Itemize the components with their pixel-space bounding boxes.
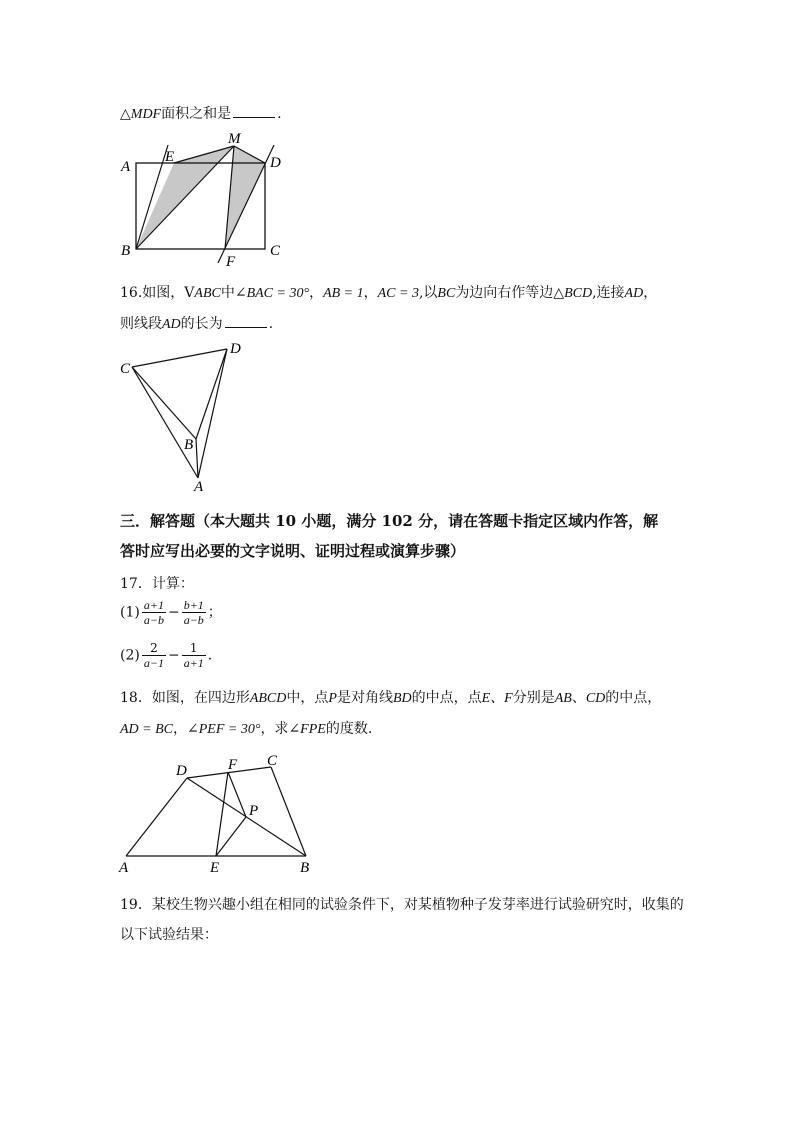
q15-end: . — [277, 106, 282, 122]
label-c: C — [120, 361, 131, 377]
section-3-heading-line1: 三．解答题（本大题共 10 小题，满分 102 分，请在答题卡指定区域内作答，解 — [120, 512, 659, 530]
answer-blank — [225, 315, 267, 328]
triangle-mdf: MDF — [130, 107, 162, 122]
q16-line1: 16.如图，VABC中∠BAC = 30°，AB = 1，AC = 3,以BC为边向右作等边△BCD,连接AD， — [120, 285, 658, 301]
line-cd — [132, 349, 227, 367]
shaded-triangle-mdf — [225, 146, 265, 249]
label-f: F — [226, 254, 236, 270]
q16-line2: 则线段AD的长为 . — [120, 316, 274, 332]
label-b: B — [184, 437, 194, 453]
label-d: D — [270, 155, 281, 171]
q19-line1: 19．某校生物兴趣小组在相同的试验条件下，对某植物种子发芽率进行试验研究时，收集的 — [120, 897, 684, 913]
label-b: B — [121, 243, 131, 259]
q18-line1: 18．如图，在四边形ABCD中，点P是对角线BD的中点，点E、F分别是AB、CD的中点， — [120, 690, 662, 706]
section-3-heading-line2: 答时应写出必要的文字说明、证明过程或演算步骤） — [120, 542, 466, 560]
label-c: C — [270, 243, 281, 259]
label-m: M — [228, 131, 241, 147]
label-f: F — [228, 757, 238, 773]
line-ca — [132, 367, 198, 478]
label-d: D — [176, 763, 187, 779]
label-p: P — [249, 803, 259, 819]
line-da — [198, 349, 227, 478]
line-ad — [126, 778, 187, 856]
label-c: C — [267, 753, 278, 769]
line-db — [187, 778, 306, 856]
line-cb — [132, 367, 196, 439]
q17-part2: (2) $\frac{2}{a-1}$ − $\frac{1}{a+1}$ . — [120, 641, 213, 670]
label-e: E — [165, 149, 175, 165]
label-b: B — [300, 860, 310, 876]
figure-16 — [110, 335, 260, 495]
label-a: A — [121, 159, 131, 175]
line-db — [196, 349, 227, 439]
q19-line2: 以下试验结果： — [120, 927, 218, 943]
label-d: D — [230, 341, 241, 357]
q17-part1: (1) $\frac{a+1}{a-b}$ − $\frac{b+1}{a-b}$ ； — [120, 598, 222, 627]
answer-blank — [233, 105, 275, 118]
label-e: E — [210, 860, 220, 876]
q15-tail-line — [120, 103, 282, 123]
q17-title: 17．计算： — [120, 576, 194, 592]
figure-18 — [110, 745, 340, 880]
line-cb — [271, 767, 306, 856]
figure-15 — [110, 125, 300, 270]
label-a: A — [119, 860, 129, 876]
q15-text: 面积之和是 — [161, 106, 232, 122]
triangle-symbol: △ — [120, 106, 131, 122]
line-ba — [196, 439, 198, 478]
label-a: A — [194, 479, 204, 495]
q18-line2: AD = BC，∠PEF = 30°，求∠FPE的度数. — [120, 721, 373, 737]
